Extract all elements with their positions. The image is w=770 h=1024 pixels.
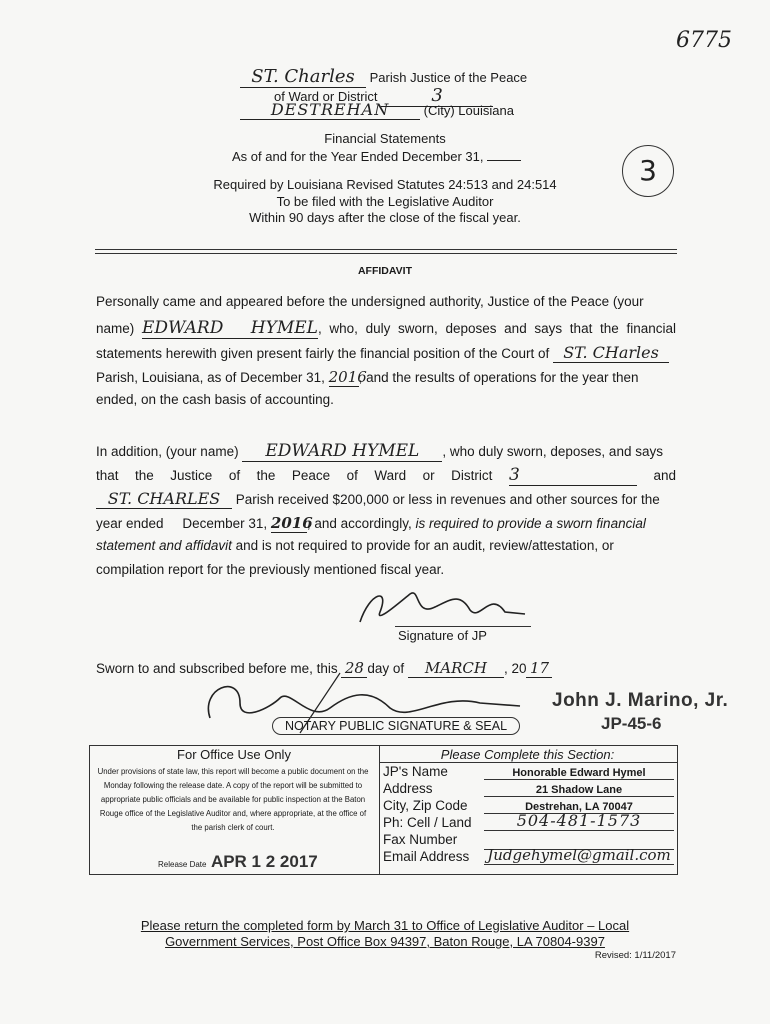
affidavit-line-6	[96, 441, 676, 462]
complete-title-rule	[379, 762, 677, 763]
sworn-text: day of	[367, 661, 405, 676]
city-zip-value: Destrehan, LA 70047	[484, 801, 674, 814]
footer-line-2: Government Services, Post Office Box 94397, Baton Rouge, LA 70804-9397	[165, 934, 605, 949]
jp-name-row	[383, 764, 448, 779]
affidavit-text: , and the results of operations for the year then	[358, 370, 639, 385]
fs-year: As of and for the Year Ended December 31,	[232, 149, 484, 164]
city-zip-label: City, Zip Code	[383, 798, 468, 813]
jp-signature-label: Signature of JP	[398, 628, 487, 643]
affidavit-text: ended, on the cash basis of accounting.	[96, 392, 334, 407]
jp-signature-scribble	[340, 582, 540, 630]
affidavit-text: name)	[96, 321, 135, 336]
jp-signature-line	[395, 626, 531, 627]
sworn-text: , 20	[503, 661, 527, 676]
fax-label: Fax Number	[383, 832, 458, 847]
notary-stamp-id: JP-45-6	[601, 714, 662, 733]
affidavit-text: In addition, (your name)	[96, 444, 239, 459]
address-row	[383, 781, 433, 796]
address-label: Address	[383, 781, 433, 796]
footer-line-1: Please return the completed form by March 31 to Office of Legislative Auditor – Local	[140, 918, 630, 933]
affidavit-line-8	[96, 489, 676, 509]
city-text: (City) Louisiana	[423, 103, 514, 118]
affidavit-text: , and accordingly,	[306, 516, 412, 531]
ward-fill-2: 3	[509, 465, 637, 486]
affidavit-line-10	[96, 538, 676, 553]
requirement-3: Within 90 days after the close of the fiscal year.	[249, 210, 521, 225]
affidavit-line-11	[96, 562, 676, 577]
city-fill: DESTREHAN	[240, 100, 420, 120]
email-row	[383, 849, 469, 864]
court-fill: ST. CHarles	[553, 343, 669, 363]
affidavit-text: year ended	[96, 516, 164, 531]
phone-row	[383, 815, 472, 830]
sworn-year-fill: 17	[526, 659, 552, 678]
year-fill-2: 2016	[270, 514, 313, 532]
fax-row	[383, 832, 457, 847]
year-fill: 2016	[328, 368, 367, 386]
affidavit-text: , who, duly sworn, deposes and says that the financial	[317, 321, 676, 336]
box-divider	[379, 746, 380, 874]
month-fill: MARCH	[408, 659, 504, 678]
affidavit-line-4	[96, 368, 676, 387]
affidavit-line-2	[96, 318, 676, 339]
email-value: Judgehymel@gmail.com	[484, 846, 674, 865]
affidavit-line-3	[96, 343, 676, 363]
phone-value: 504-481-1573	[484, 811, 674, 831]
office-use-text: Under provisions of state law, this report will become a public document on the Monday following the release date. A copy of the report will be submitted to appropriate public officials and be available for public inspection at the Baton Rouge office of the Legislative Auditor and, where appropriate, at the office of the parish clerk of court.	[97, 767, 369, 832]
requirement-2: To be filed with the Legislative Auditor	[276, 194, 494, 209]
name-fill: EDWARD HYMEL	[141, 318, 318, 338]
city-zip-row	[383, 798, 468, 813]
affidavit-text: that the Justice of the Peace of Ward or District	[96, 468, 493, 483]
revised-date: Revised: 1/11/2017	[594, 950, 676, 961]
fs-title: Financial Statements	[324, 131, 446, 146]
phone-label: Ph: Cell / Land	[383, 815, 472, 830]
email-label: Email Address	[383, 849, 470, 864]
day-fill: 28	[341, 659, 367, 678]
circled-number-text: 3	[639, 154, 657, 187]
sworn-text: Sworn to and subscribed before me, this	[96, 661, 338, 676]
city-line	[240, 100, 514, 120]
affidavit-title: AFFIDAVIT	[357, 265, 413, 277]
affidavit-text: and	[653, 468, 676, 483]
office-use-title: For Office Use Only	[177, 747, 291, 762]
affidavit-text: Parish, Louisiana, as of December 31,	[96, 370, 325, 385]
affidavit-emphasis: statement and affidavit	[96, 538, 232, 553]
jp-name-value: Honorable Edward Hymel	[484, 767, 674, 780]
affidavit-text: compilation report for the previously mentioned fiscal year.	[96, 562, 445, 577]
jp-name-label: JP's Name	[383, 764, 448, 779]
name-fill-2: EDWARD HYMEL	[242, 441, 442, 462]
parish-fill: ST. Charles	[240, 66, 366, 88]
affidavit-line-7	[96, 465, 676, 486]
notary-stamp-name: John J. Marino, Jr.	[552, 690, 729, 711]
parish-text: Parish Justice of the Peace	[369, 70, 528, 85]
ward-fill: 3	[381, 85, 493, 107]
parish-fill-2: ST. CHARLES	[96, 489, 232, 509]
affidavit-emphasis: is required to provide a sworn financial	[415, 516, 646, 531]
release-date: APR 1 2 2017	[210, 852, 318, 871]
requirement-1: Required by Louisiana Revised Statutes 24:513 and 24:514	[213, 177, 557, 192]
complete-section-title: Please Complete this Section:	[440, 747, 615, 762]
affidavit-text: Parish received $200,000 or less in revenues and other sources for the	[235, 492, 660, 507]
fs-year-blank	[487, 148, 521, 161]
affidavit-text: statements herewith given present fairly the financial position of the Court of	[96, 346, 550, 361]
affidavit-line-9	[96, 514, 676, 533]
affidavit-text: , who duly sworn, deposes, and says	[442, 444, 663, 459]
ward-text: of Ward or District	[274, 89, 378, 104]
release-label: Release Date	[158, 860, 207, 869]
affidavit-text: December 31,	[182, 516, 268, 531]
address-value: 21 Shadow Lane	[484, 784, 674, 797]
affidavit-text: and is not required to provide for an audit, review/attestation, or	[235, 538, 614, 553]
affidavit-line-5	[96, 392, 676, 407]
corner-note: 6775	[676, 28, 732, 53]
release-line	[158, 852, 318, 872]
notary-label: NOTARY PUBLIC SIGNATURE & SEAL	[272, 717, 520, 735]
fs-year-line	[232, 148, 521, 164]
header-divider	[95, 249, 677, 254]
affidavit-line-1	[96, 294, 676, 309]
affidavit-text: Personally came and appeared before the undersigned authority, Justice of the Peace (your	[96, 294, 644, 309]
